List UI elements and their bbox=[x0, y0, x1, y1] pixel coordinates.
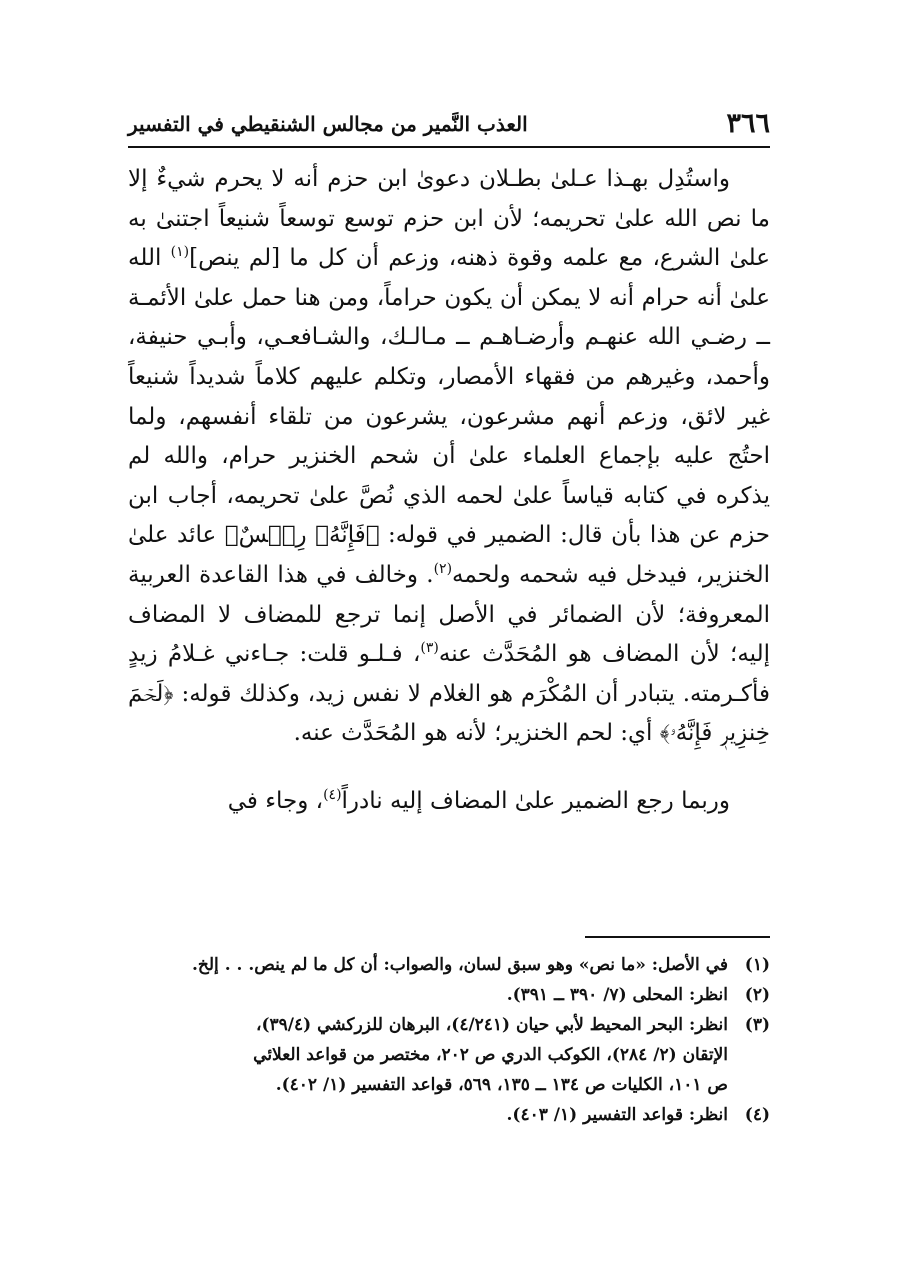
page-header bbox=[128, 96, 770, 148]
footnote-number: (١) bbox=[744, 955, 770, 975]
footnote-text: في الأصل: «ما نص» وهو سبق لسان، والصواب: أن كل ما لم ينص. . . إلخ. bbox=[191, 955, 728, 975]
footnote-text: انظر: قواعد التفسير (١/ ٤٠٣). bbox=[506, 1105, 728, 1125]
footnote-ref: (١) bbox=[170, 244, 190, 261]
text-segment: ، وجاء في bbox=[227, 787, 324, 814]
footnote-text: انظر: المحلى (٧/ ٣٩٠ ــ ٣٩١). bbox=[506, 985, 728, 1005]
paragraph bbox=[128, 782, 770, 822]
footnote-ref: (٣) bbox=[420, 640, 439, 657]
footnote-ref: (٤) bbox=[323, 786, 342, 803]
page-number: ٣٦٦ bbox=[726, 108, 770, 139]
footnote-number: (٤) bbox=[744, 1105, 770, 1125]
main-text bbox=[128, 160, 770, 822]
footnote-ref: (٢) bbox=[433, 560, 453, 577]
footnote bbox=[128, 950, 770, 980]
text-segment: . وخالف في هذا القاعدة العربية المعروفة؛ لأن الضمائر في الأصل إنما ترجع للمضاف لا المضاف إليه؛ لأن المضاف هو المُحَدَّث عنه bbox=[128, 561, 770, 668]
text-segment: الله علىٰ أنه حرام أنه لا يمكن أن يكون حراماً، ومن هنا حمل علىٰ الأئمـة ــ رضـي الله عنهـم وأرضـاهـم ــ مـالـك، والشـافعـي، وأبـي حنيفة، وأحمد، وغيرهم من فقهاء الأمصار، وتكلم عليهم كلاماً شديداً شنيعاً غير لائق، وزعم أنهم مشرعون، يشرعون من تلقاء أنفسهم، ولما احتُج عليه بإجماع العلماء علىٰ أن شحم الخنزير حرام، والله لم يذكره في كتابه قياساً علىٰ لحمه الذي نُصَّ علىٰ تحريمه، أجاب ابن حزم عن هذا بأن قال: الضمير في قوله: ﴿فَإِنَّهُۥ رِجۡسٌ﴾ عائد علىٰ الخنزير، فيدخل فيه شحمه ولحمه bbox=[128, 245, 770, 588]
running-title: العذب النَّمير من مجالس الشنقيطي في التفسير bbox=[128, 112, 528, 136]
footnote-number: (٢) bbox=[744, 985, 770, 1005]
footnote bbox=[128, 1100, 770, 1130]
footnote-text: انظر: البحر المحيط لأبي حيان (٤/٢٤١)، البرهان للزركشي (٣٩/٤)، bbox=[255, 1015, 728, 1035]
text-segment: ، فـلـو قلت: جـاءني غـلامُ زيدٍ فأكـرمته. يتبادر أن المُكْرَم هو الغلام لا نفس زيد، وكذلك قوله: ﴿لَحۡمَ خِنزِيرٖ فَإِنَّهُۥ﴾ أي: لحم الخنزير؛ لأنه هو المُحَدَّث عنه. bbox=[128, 641, 770, 747]
footnote-number: (٣) bbox=[744, 1015, 770, 1035]
footnote bbox=[128, 1010, 770, 1040]
text-segment: واستُدِل بهـذا عـلىٰ بطـلان دعوىٰ ابن حزم أنه لا يحرم شيءٌ إلا ما نص الله علىٰ تحريمه؛ لأن ابن حزم توسع توسعاً شنيعاً اجتنىٰ به علىٰ الشرع، مع علمه وقوة ذهنه، وزعم أن كل ما [لم ينص] bbox=[128, 166, 771, 272]
text-segment: وربما رجع الضمير علىٰ المضاف إليه نادراً bbox=[341, 787, 730, 814]
footnote-continuation: الإتقان (٢/ ٢٨٤)، الكوكب الدري ص ٢٠٢، مختصر من قواعد العلائي bbox=[253, 1045, 728, 1065]
footnotes bbox=[128, 950, 770, 1130]
footnote-continuation: ص ١٠١، الكليات ص ١٣٤ ــ ١٣٥، ٥٦٩، قواعد التفسير (١/ ٤٠٢). bbox=[275, 1075, 728, 1095]
footnote-divider bbox=[585, 936, 770, 938]
paragraph bbox=[128, 160, 770, 754]
footnote bbox=[128, 980, 770, 1010]
